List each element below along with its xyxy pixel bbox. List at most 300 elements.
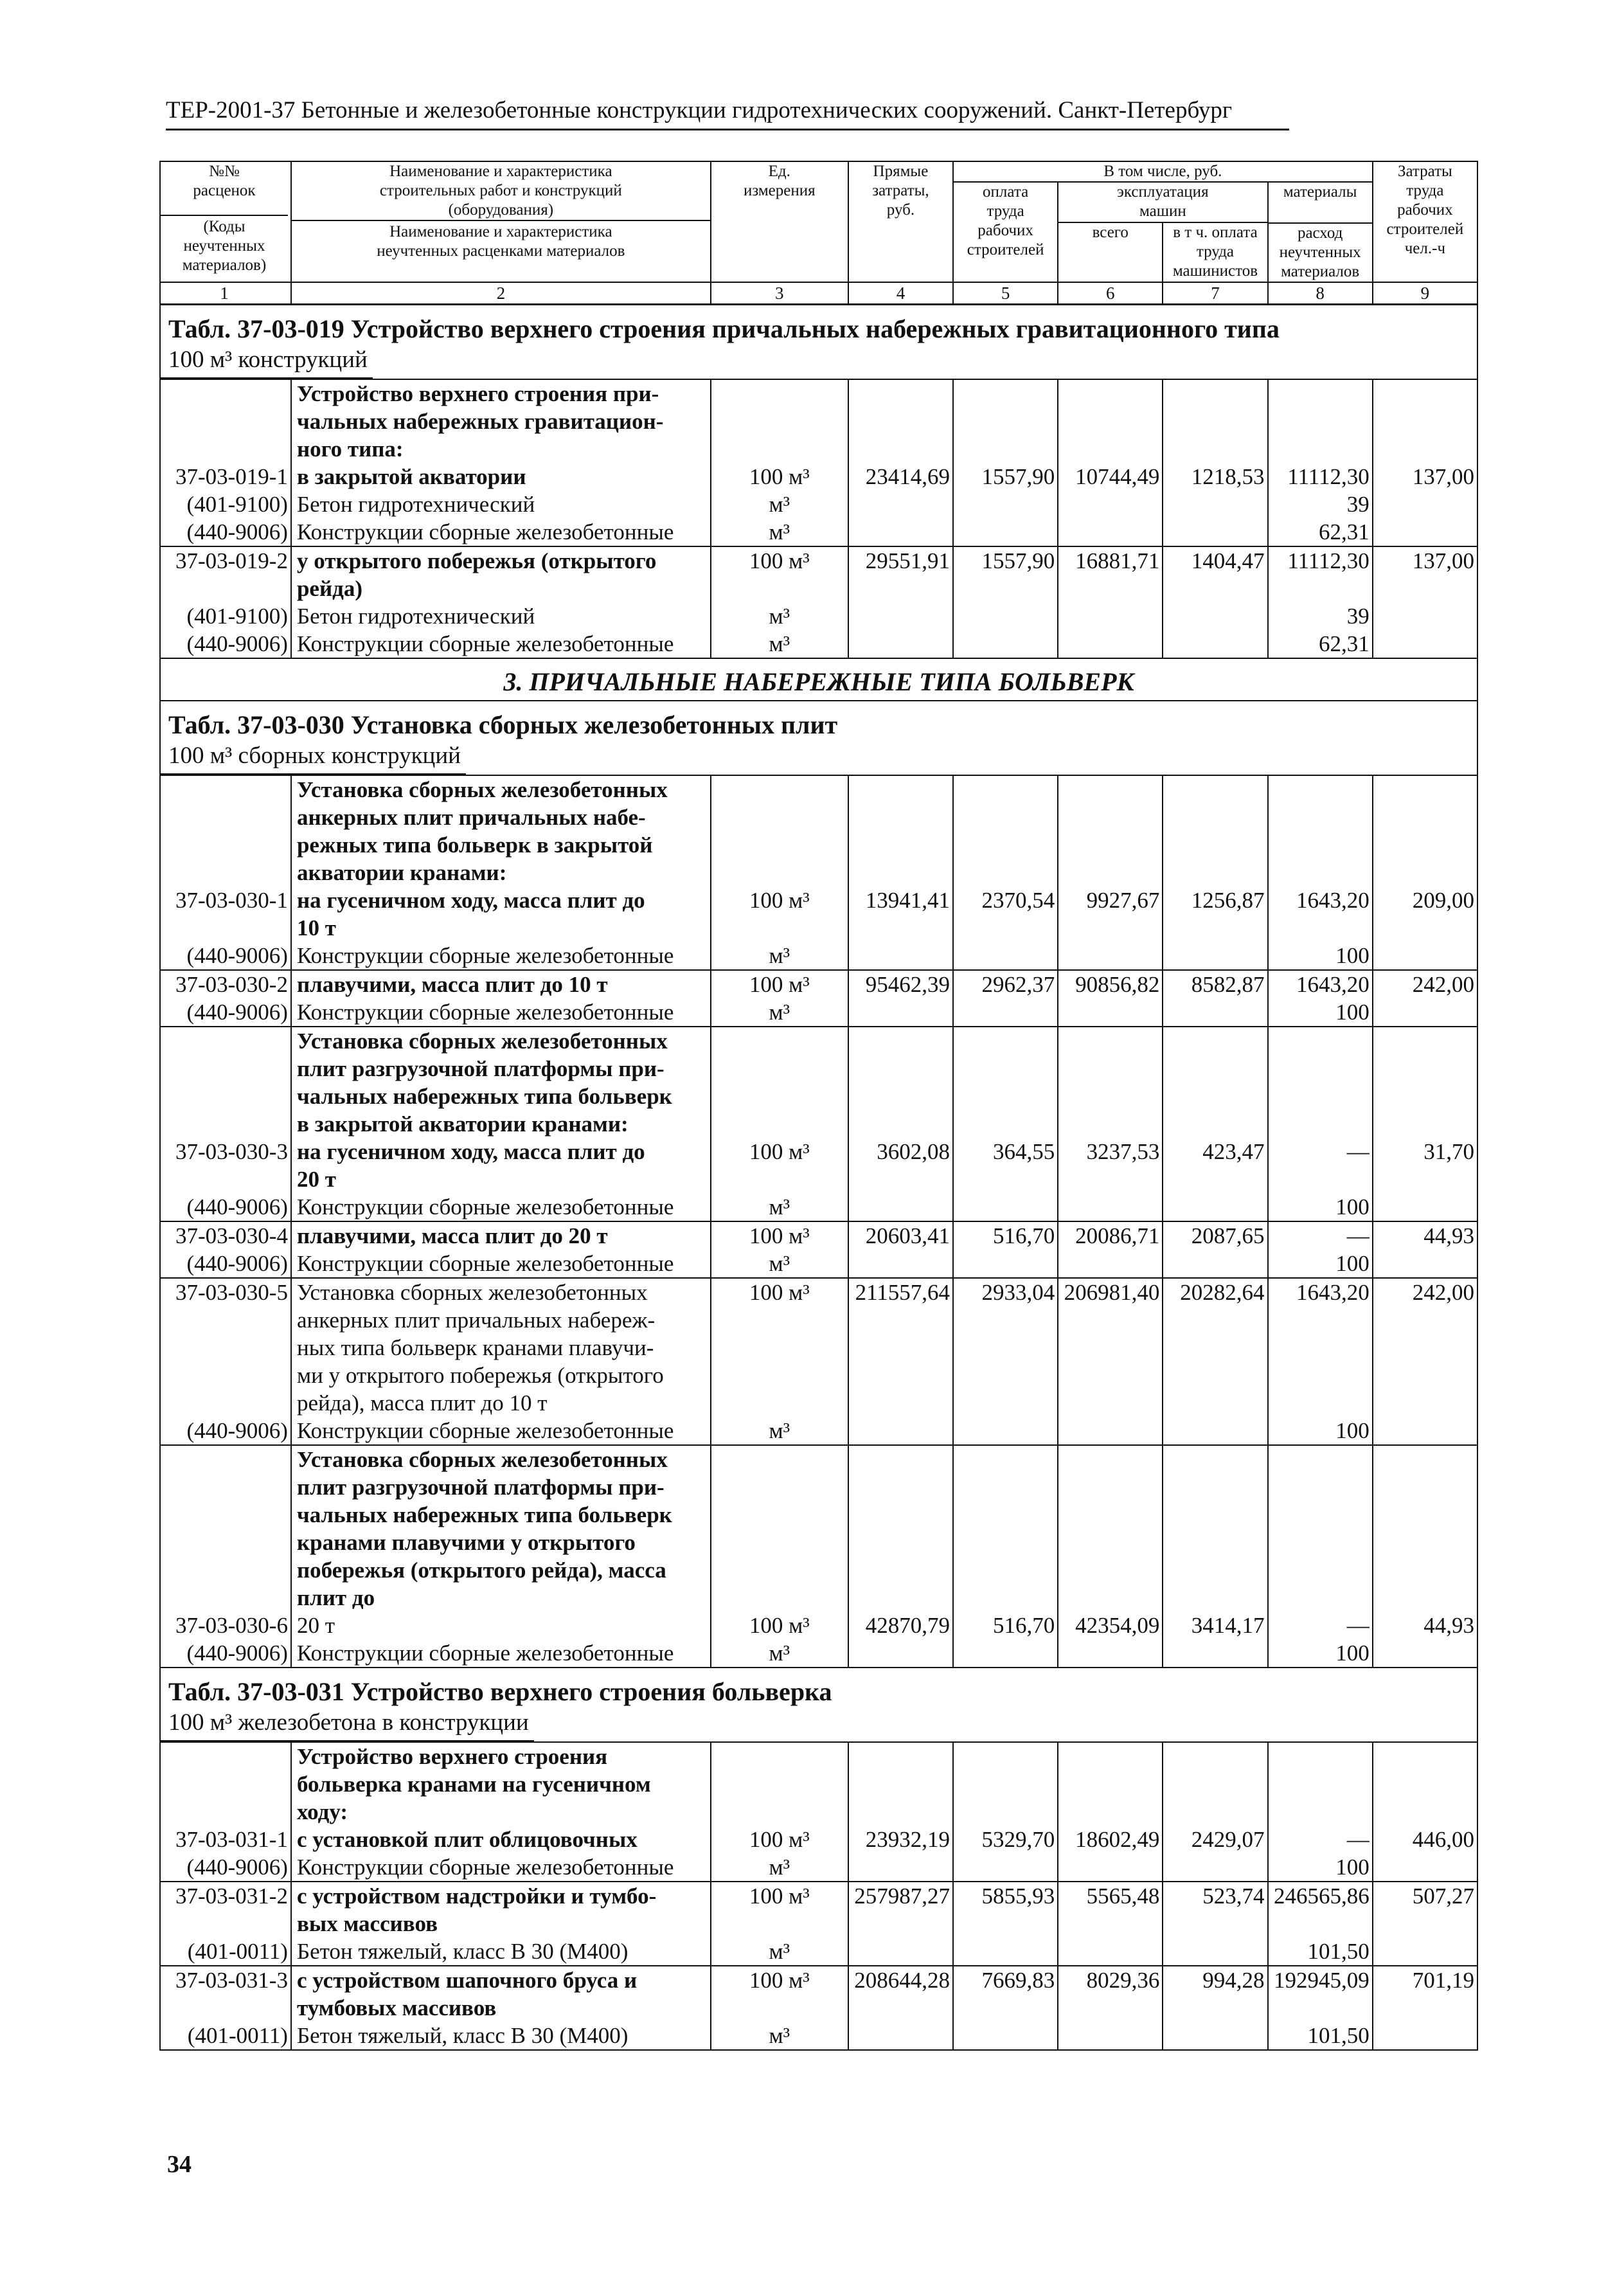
work-name: Бетон тяжелый, класс В 30 (М400) [296,1939,629,1964]
work-name-cell [291,1278,711,1445]
unit [711,1334,848,1362]
labor-pay [954,804,1057,831]
col-materials-header [1268,182,1373,282]
labor-hours [1373,1110,1477,1138]
machines-total [1058,1417,1162,1444]
rate-code: (401-0011) [187,2023,288,2048]
labor-pay [954,1910,1057,1938]
rate-code [161,1446,288,1473]
col1-bottom-line: (Коды [203,218,245,235]
unit: м³ [769,1194,790,1219]
rate-code [161,804,288,831]
labor-pay: 364,55 [992,1139,1055,1164]
materials-cell [1268,1221,1373,1278]
labor-hours [1373,998,1477,1026]
labor-pay [954,1938,1057,1965]
direct-cost [849,1165,952,1193]
rate-code [161,1027,288,1055]
table-measure-unit: 100 м³ железобетона в конструкции [161,1708,534,1741]
materials-cell [1268,970,1373,1027]
rate-code: 37-03-031-3 [175,1968,288,1993]
col-labor-hours-header [1373,161,1477,282]
machinist-pay-cell [1163,775,1267,970]
unit [711,1389,848,1417]
machines-total: 5565,48 [1086,1884,1160,1909]
labor-pay [954,942,1057,969]
labor-pay [954,1743,1057,1770]
machines-total: 9927,67 [1086,888,1160,913]
unit [711,914,848,942]
materials [1269,1584,1372,1612]
machinist-pay [1163,1165,1267,1193]
direct-cost [849,1417,952,1444]
labor-pay [954,914,1057,942]
direct-cost [849,1639,952,1667]
machines-total [1058,1529,1162,1556]
unit: м³ [769,492,790,517]
machines-total-cell [1058,1966,1163,2050]
materials: 192945,09 [1274,1968,1370,1993]
col1-bottom-line: материалов) [182,256,267,274]
col8-line: расход [1297,224,1343,242]
labor-hours [1373,1770,1477,1798]
labor-hours [1373,575,1477,602]
machinist-pay [1163,1853,1267,1881]
unit [711,1994,848,2022]
labor-pay [954,1250,1057,1277]
unit: м³ [769,1641,790,1666]
work-name: Бетон тяжелый, класс В 30 (М400) [296,2023,629,2048]
work-name: в закрытой акватории [296,464,526,489]
labor-hours: 44,93 [1423,1223,1474,1248]
work-name: тумбовых массивов [296,1995,497,2020]
table-title-cell [160,305,1477,380]
rate-code: 37-03-030-4 [175,1223,288,1248]
machines-total [1058,1584,1162,1612]
col-number: 8 [1268,282,1373,305]
machines-total [1058,1334,1162,1362]
rate-code [161,1770,288,1798]
col1-bottom-line: неучтенных [183,237,265,255]
materials [1269,1083,1372,1110]
machinist-pay-cell [1163,1882,1267,1966]
unit [711,1027,848,1055]
labor-pay: 5855,93 [981,1884,1055,1909]
direct-cost: 3602,08 [877,1139,950,1164]
work-name-cell [291,775,711,970]
rate-code-cell [160,1027,291,1221]
labor-pay [954,1639,1057,1667]
rate-code: (440-9006) [186,1418,288,1443]
labor-pay [954,408,1057,435]
work-name: Конструкции сборные железобетонные [296,519,674,544]
labor-hours: 31,70 [1423,1139,1474,1164]
labor-pay [954,630,1057,658]
machines-total-cell [1058,546,1163,658]
labor-hours [1373,914,1477,942]
page-number: 34 [167,2151,192,2178]
machines-total [1058,1639,1162,1667]
labor-hours [1373,1193,1477,1221]
unit [711,380,848,408]
unit [711,1910,848,1938]
materials: — [1346,1223,1370,1248]
rate-code-cell [160,1882,291,1966]
work-name: с устройством надстройки и тумбо- [296,1884,657,1909]
labor-hours [1373,804,1477,831]
labor-pay [954,1473,1057,1501]
rate-entry-row [160,1966,1477,2050]
rate-code [161,1798,288,1826]
materials-cell [1268,1742,1373,1882]
materials [1269,1556,1372,1584]
machinist-pay [1163,1362,1267,1389]
unit-cell [711,775,848,970]
table-measure-unit: 100 м³ конструкций [161,345,373,379]
materials [1269,831,1372,859]
labor-hours [1373,1853,1477,1881]
rate-code-cell [160,379,291,546]
machinist-pay-cell [1163,1445,1267,1668]
machines-total: 18602,49 [1075,1827,1160,1852]
labor-hours [1373,435,1477,463]
labor-hours [1373,1306,1477,1334]
rate-code: (440-9006) [186,1251,288,1276]
direct-cost [849,1334,952,1362]
col-machines-total-header [1058,222,1163,282]
work-name: вых массивов [296,1911,438,1936]
work-name-cell [291,970,711,1027]
labor-pay [954,1446,1057,1473]
col4-line: затраты, [872,182,929,199]
rate-code-cell [160,1221,291,1278]
section-heading: 3. ПРИЧАЛЬНЫЕ НАБЕРЕЖНЫЕ ТИПА БОЛЬВЕРК [503,667,1134,696]
direct-cost-cell [848,1966,953,2050]
machines-total [1058,1165,1162,1193]
direct-cost [849,1910,952,1938]
materials [1269,1770,1372,1798]
labor-pay [954,518,1057,546]
machinist-pay [1163,1556,1267,1584]
unit: м³ [769,1251,790,1276]
labor-pay [954,1501,1057,1529]
col5-line: труда [986,202,1024,220]
machines-total-cell [1058,1221,1163,1278]
materials: 11112,30 [1287,464,1370,489]
machinist-pay [1163,831,1267,859]
direct-cost: 208644,28 [854,1968,950,1993]
unit [711,1556,848,1584]
labor-hours [1373,776,1477,804]
machines-total [1058,630,1162,658]
labor-pay [954,1110,1057,1138]
rate-code: 37-03-030-6 [175,1613,288,1638]
direct-cost [849,1938,952,1965]
machinist-pay [1163,380,1267,408]
labor-hours [1373,1529,1477,1556]
direct-cost-cell [848,1882,953,1966]
work-name-cell [291,379,711,546]
labor-hours [1373,518,1477,546]
work-name: плавучими, масса плит до 20 т [296,1223,608,1248]
rate-code: (401-0011) [187,1939,288,1964]
direct-cost-cell [848,1221,953,1278]
rate-code-cell [160,546,291,658]
labor-pay [954,998,1057,1026]
labor-hours-cell [1373,1221,1477,1278]
labor-hours: 137,00 [1412,548,1474,573]
direct-cost: 257987,27 [854,1884,950,1909]
materials [1269,435,1372,463]
col7-line: труда [1196,242,1235,260]
work-name-cell [291,1966,711,2050]
materials [1269,1501,1372,1529]
col3-line: измерения [743,182,816,199]
col-group-header [953,161,1373,182]
rate-code [161,1910,288,1938]
col9-line: строителей [1386,220,1464,238]
machinist-pay [1163,776,1267,804]
materials: — [1346,1827,1370,1852]
work-name: на гусеничном ходу, масса плит до [296,888,645,913]
rate-entry-row [160,546,1477,658]
rate-code [161,1529,288,1556]
labor-hours [1373,1389,1477,1417]
machinist-pay [1163,575,1267,602]
machinist-pay [1163,1193,1267,1221]
unit: м³ [769,519,790,544]
labor-pay: 516,70 [992,1613,1055,1638]
direct-cost [849,602,952,630]
rate-code [161,1743,288,1770]
unit [711,1473,848,1501]
materials: 100 [1335,1855,1370,1880]
col8-line: неучтенных [1279,244,1361,261]
unit [711,575,848,602]
rate-entry-row [160,379,1477,546]
direct-cost: 20603,41 [865,1223,950,1248]
machines-total [1058,1910,1162,1938]
rate-code [161,1055,288,1083]
rate-code [161,1362,288,1389]
unit: 100 м³ [749,548,810,573]
unit: 100 м³ [749,1827,810,1852]
machines-total-cell [1058,1278,1163,1445]
labor-hours [1373,1938,1477,1965]
col7-line: машинистов [1172,262,1258,280]
direct-cost: 29551,91 [865,548,950,573]
labor-hours [1373,630,1477,658]
direct-cost-cell [848,970,953,1027]
direct-cost [849,1250,952,1277]
machinist-pay [1163,1473,1267,1501]
labor-pay: 1557,90 [981,464,1055,489]
direct-cost [849,1529,952,1556]
col2-bottom-line: неучтенных расценками материалов [377,242,625,260]
rate-code-cell [160,775,291,970]
unit [711,1362,848,1389]
col1-top-line: расценок [193,182,256,199]
labor-hours [1373,942,1477,969]
machinist-pay [1163,914,1267,942]
work-name: Конструкции сборные железобетонные [296,631,674,656]
machinist-pay-cell [1163,546,1267,658]
machines-total [1058,1556,1162,1584]
rate-code [161,776,288,804]
labor-hours: 44,93 [1423,1613,1474,1638]
unit-cell [711,1882,848,1966]
machinist-pay [1163,1798,1267,1826]
machines-total [1058,380,1162,408]
direct-cost [849,1193,952,1221]
rate-entry-row [160,1221,1477,1278]
labor-pay: 2962,37 [981,972,1055,997]
labor-pay: 1557,90 [981,548,1055,573]
materials [1269,380,1372,408]
work-name: побережья (открытого рейда), масса [296,1558,666,1583]
materials: 100 [1335,1418,1370,1443]
machinist-pay: 3414,17 [1191,1613,1265,1638]
labor-pay [954,1770,1057,1798]
labor-hours [1373,1362,1477,1389]
machines-total [1058,1389,1162,1417]
materials [1269,1798,1372,1826]
col9-line: рабочих [1397,201,1453,219]
unit-cell [711,970,848,1027]
machinist-pay [1163,1110,1267,1138]
direct-cost [849,1362,952,1389]
materials [1269,1110,1372,1138]
labor-hours [1373,859,1477,886]
machinist-pay [1163,804,1267,831]
machinist-pay [1163,1446,1267,1473]
labor-hours: 701,19 [1412,1968,1474,1993]
materials-cell [1268,546,1373,658]
materials: 100 [1335,1194,1370,1219]
labor-pay-cell [953,1278,1058,1445]
labor-hours-cell [1373,1445,1477,1668]
table-title-row [160,1668,1477,1742]
materials [1269,1743,1372,1770]
work-name: плит разгрузочной платформы при- [296,1475,665,1500]
work-name: 10 т [296,915,336,940]
labor-hours: 507,27 [1412,1884,1474,1909]
machines-total [1058,1446,1162,1473]
labor-hours [1373,1556,1477,1584]
unit [711,1770,848,1798]
unit-cell [711,1742,848,1882]
machinist-pay [1163,602,1267,630]
unit-cell [711,379,848,546]
labor-hours [1373,1250,1477,1277]
machinist-pay: 20282,64 [1180,1280,1265,1305]
machines-total [1058,435,1162,463]
direct-cost: 23932,19 [865,1827,950,1852]
work-name: режных типа больверк в закрытой [296,832,653,858]
unit: 100 м³ [749,1139,810,1164]
materials [1269,859,1372,886]
machinist-pay-cell [1163,1278,1267,1445]
machinist-pay-cell [1163,970,1267,1027]
work-name: рейда) [296,576,362,601]
rate-entry-row [160,1278,1477,1445]
materials-cell [1268,1278,1373,1445]
machines-total [1058,575,1162,602]
col-number: 3 [711,282,848,305]
labor-pay [954,1334,1057,1362]
work-name: акватории кранами: [296,860,507,885]
work-name: Конструкции сборные железобетонные [296,1855,674,1880]
labor-hours [1373,1027,1477,1055]
rate-entry-row [160,1445,1477,1668]
materials [1269,804,1372,831]
table-title: Табл. 37-03-019 Устройство верхнего строения причальных набережных гравитационного типа [168,314,1280,343]
work-name: ных типа больверк кранами плавучи- [296,1335,654,1360]
machines-total [1058,1250,1162,1277]
labor-hours [1373,1083,1477,1110]
col5-line: строителей [967,241,1044,258]
unit: 100 м³ [749,972,810,997]
direct-cost: 23414,69 [865,464,950,489]
labor-hours [1373,1165,1477,1193]
machinist-pay [1163,630,1267,658]
direct-cost [849,1584,952,1612]
labor-pay [954,1362,1057,1389]
machinist-pay [1163,1334,1267,1362]
machinist-pay [1163,1417,1267,1444]
unit [711,1798,848,1826]
work-name: Конструкции сборные железобетонные [296,943,674,968]
machinist-pay [1163,998,1267,1026]
materials [1269,776,1372,804]
rate-code [161,408,288,435]
labor-hours-cell [1373,1966,1477,2050]
work-name: плавучими, масса плит до 10 т [296,972,608,997]
table-title-cell [160,701,1477,775]
rate-code-cell [160,1278,291,1445]
table-title-row [160,701,1477,775]
labor-pay [954,1083,1057,1110]
labor-hours [1373,1473,1477,1501]
direct-cost-cell [848,1027,953,1221]
direct-cost [849,408,952,435]
labor-hours: 137,00 [1412,464,1474,489]
labor-pay [954,435,1057,463]
materials-cell [1268,1966,1373,2050]
machines-total: 42354,09 [1075,1613,1160,1638]
work-name: больверка кранами на гусеничном [296,1772,651,1797]
direct-cost [849,998,952,1026]
machinist-pay [1163,1250,1267,1277]
unit-cell [711,1966,848,2050]
labor-pay [954,1027,1057,1055]
work-name: 20 т [296,1167,336,1192]
rate-code [161,1584,288,1612]
labor-pay [954,1994,1057,2022]
rate-code [161,1306,288,1334]
machinist-pay [1163,1743,1267,1770]
work-name: Установка сборных железобетонных [296,777,668,802]
work-name: анкерных плит причальных набереж- [296,1308,656,1333]
machinist-pay [1163,1083,1267,1110]
machinist-pay [1163,518,1267,546]
labor-hours [1373,1417,1477,1444]
materials: 62,31 [1319,519,1370,544]
machines-total [1058,1083,1162,1110]
machines-total-cell [1058,970,1163,1027]
work-name: плит разгрузочной платформы при- [296,1056,665,1081]
column-number-row [160,282,1477,305]
